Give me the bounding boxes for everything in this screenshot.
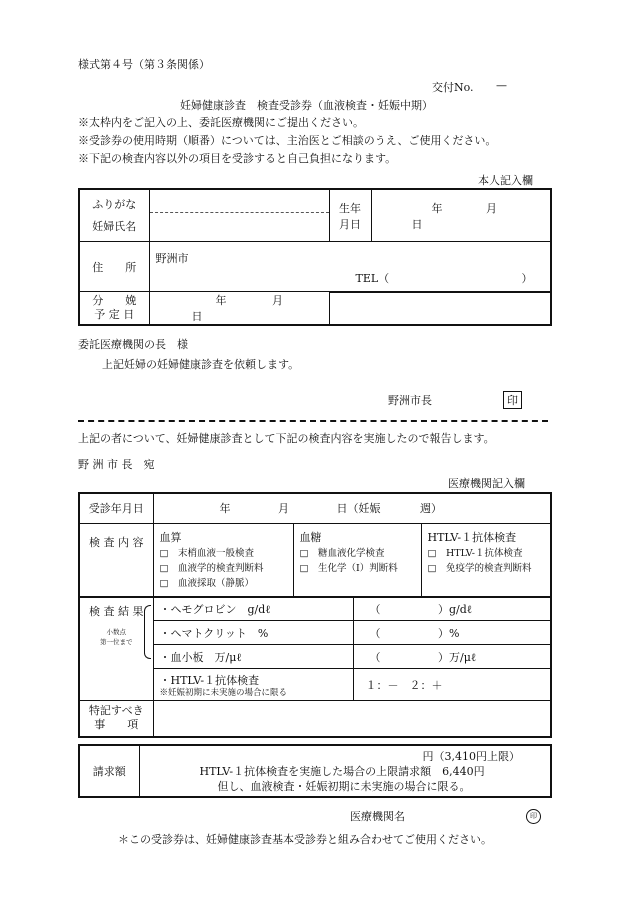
due-label-1: 分 娩 <box>92 294 137 307</box>
checkbox-item[interactable]: □ 免疫学的検査判断料 <box>427 562 532 574</box>
mayor-label: 野洲市長 <box>388 394 432 407</box>
clinic-seal-mark: 印 <box>526 809 541 824</box>
platelet-label: ・血小板 万/μℓ <box>153 645 353 669</box>
platelet-field[interactable] <box>353 645 551 669</box>
due-date-field[interactable] <box>149 292 329 326</box>
special-label-1: 特記すべき <box>88 704 144 718</box>
hematocrit-field[interactable] <box>353 621 551 645</box>
address-label: 住 所 <box>79 242 149 292</box>
note-3: ※下記の検査内容以外の項目を受診すると自己負担になります。 <box>78 152 397 165</box>
result-label-cell <box>79 597 153 701</box>
checkbox-item[interactable]: □ 生化学（Ⅰ）判断料 <box>299 562 398 574</box>
due-day: 日 <box>191 310 203 323</box>
note-1: ※太枠内をご記入の上、委託医療機関にご提出ください。 <box>78 116 364 129</box>
request-addressee: 委託医療機関の長 様 <box>78 338 188 351</box>
birth-month: 月 <box>486 201 497 215</box>
paren-open: （ <box>369 626 381 640</box>
cut-line <box>78 420 548 422</box>
group-blood-count <box>153 523 293 597</box>
mayor-signature <box>388 391 522 409</box>
checkbox-item[interactable]: □ 血液学的検査判断料 <box>159 562 264 574</box>
due-month: 月 <box>272 294 283 307</box>
special-notes-field[interactable] <box>153 701 551 737</box>
footer-note: ＊この受診券は、妊婦健康診査基本受診券と組み合わせてご使用ください。 <box>118 833 492 846</box>
htlv-label: ・HTLV-１抗体検査 <box>159 673 260 687</box>
mayor-seal: 印 <box>503 391 522 409</box>
due-label-2: 予 定 日 <box>94 308 135 321</box>
htlv-ratio: １：－ ２：＋ <box>365 678 443 692</box>
self-fill-label: 本人記入欄 <box>478 174 533 187</box>
issue-number-dash: — <box>496 79 507 92</box>
personal-info-table <box>78 188 552 326</box>
exam-day-week: 日（妊娠 <box>336 502 381 516</box>
result-note-2: 第一位まで <box>100 638 133 646</box>
result-label: 検 査 結 果 <box>89 605 144 618</box>
billing-amount-field[interactable] <box>139 745 551 797</box>
group-blood-sugar <box>293 523 421 597</box>
results-table <box>78 596 552 738</box>
page-title: 妊婦健康診査 検査受診券（血液検査・妊娠中期） <box>180 99 433 112</box>
clinic-fill-label: 医療機関記入欄 <box>448 477 525 490</box>
result-note-1: 小数点 <box>106 628 126 636</box>
clinic-name-label: 医療機関名 <box>350 810 405 823</box>
furigana-label: ふりがな <box>92 197 137 211</box>
group-title: 血糖 <box>299 530 322 544</box>
request-body: 上記妊婦の妊婦健康診査を依頼します。 <box>102 358 300 371</box>
checkbox-item[interactable]: □ HTLV-１抗体検査 <box>427 547 523 559</box>
exam-month: 月 <box>278 502 289 516</box>
paren-close-unit: ）万/μℓ <box>438 650 477 664</box>
report-intro: 上記の者について、妊婦健康診査として下記の検査内容を実施したので報告します。 <box>78 432 495 445</box>
content-label: 検 査 内 容 <box>79 523 153 597</box>
exam-year: 年 <box>219 502 231 516</box>
group-htlv <box>421 523 551 597</box>
exam-date-field[interactable] <box>153 493 551 523</box>
result-bracket <box>144 605 151 659</box>
exam-table <box>78 492 552 598</box>
checkbox-item[interactable]: □ 血液採取（静脈） <box>159 577 254 589</box>
birth-label-2: 月日 <box>339 217 361 231</box>
htlv-result-label-cell <box>153 669 353 701</box>
billing-label: 請求額 <box>79 745 139 797</box>
name-label: 妊婦氏名 <box>92 219 137 233</box>
clinic-seal <box>526 808 541 824</box>
billing-line-3: 但し、血液検査・妊娠初期に未実施の場合に限る。 <box>217 780 471 793</box>
checkbox-item[interactable]: □ 糖血液化学検査 <box>299 547 385 559</box>
birth-year: 年 <box>431 201 443 215</box>
address-value: 野洲市 <box>155 252 189 265</box>
group-title: HTLV-１抗体検査 <box>427 530 517 544</box>
hemoglobin-field[interactable] <box>353 597 551 621</box>
birth-label-1: 生年 <box>339 201 361 215</box>
exam-week-close: 週） <box>420 502 442 516</box>
blank-area <box>329 292 551 326</box>
special-label-2: 事 項 <box>94 718 139 732</box>
due-year: 年 <box>215 294 227 307</box>
due-date-label-cell <box>79 292 149 326</box>
group-title: 血算 <box>159 530 182 544</box>
tel-close: ） <box>521 272 533 285</box>
paren-open: （ <box>369 650 381 664</box>
billing-table <box>78 744 552 798</box>
form-number: 様式第４号（第３条関係） <box>78 58 210 71</box>
name-field[interactable] <box>149 189 329 242</box>
exam-date-label: 受診年月日 <box>79 493 153 523</box>
htlv-ratio-field[interactable] <box>353 669 551 701</box>
name-label-cell <box>79 189 149 242</box>
paren-close-unit: ）% <box>438 626 460 640</box>
hematocrit-label: ・ヘマトクリット % <box>153 621 353 645</box>
birth-label-cell <box>329 189 371 242</box>
note-2: ※受診券の使用時期（順番）については、主治医とご相談のうえ、ご使用ください。 <box>78 134 497 147</box>
report-addressee: 野 洲 市 長 宛 <box>78 458 155 471</box>
birth-day: 日 <box>411 217 423 231</box>
hemoglobin-label: ・ヘモグロビン g/dℓ <box>153 597 353 621</box>
special-notes-label-cell <box>79 701 153 737</box>
htlv-note: ※妊娠初期に未実施の場合に限る <box>159 687 288 698</box>
tel-label: TEL（ <box>355 272 390 285</box>
issue-number-label: 交付No. <box>432 81 474 94</box>
billing-line-2: HTLV-１抗体検査を実施した場合の上限請求額 6,440円 <box>199 765 485 778</box>
billing-yen-line: 円（3,410円上限） <box>422 750 520 763</box>
birth-date-field[interactable] <box>371 189 551 242</box>
paren-open: （ <box>369 602 381 616</box>
address-field[interactable] <box>149 242 551 292</box>
checkbox-item[interactable]: □ 末梢血液一般検査 <box>159 547 254 559</box>
paren-close-unit: ）g/dℓ <box>438 602 473 616</box>
